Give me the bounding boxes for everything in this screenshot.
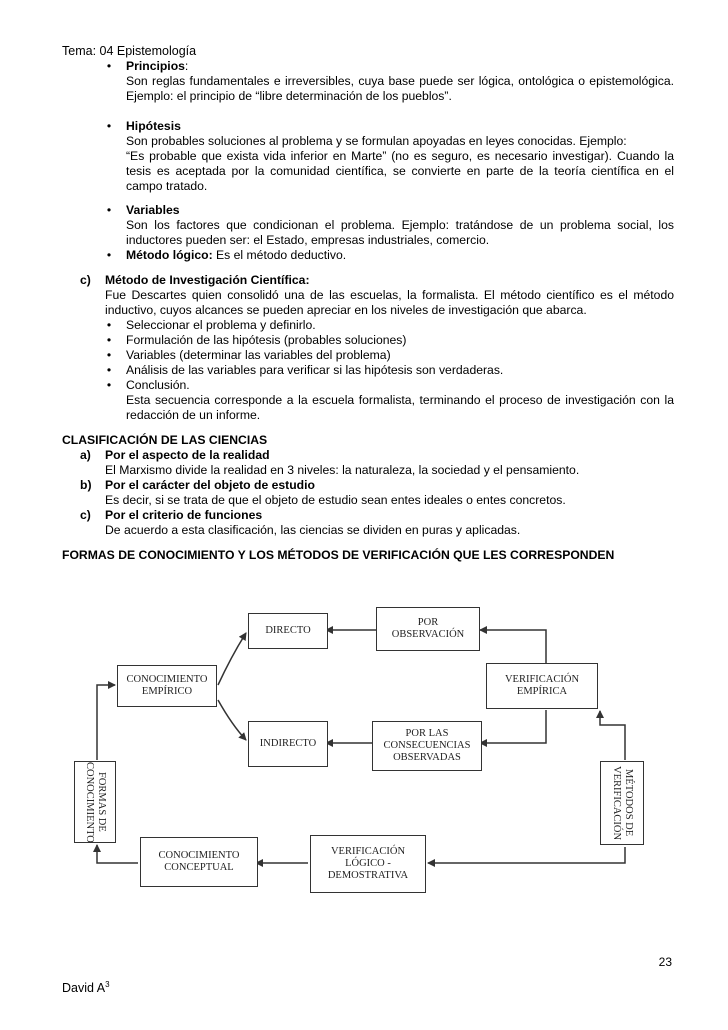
box-metodos-verificacion: MÉTODOS DE VERIFICACIÓN bbox=[600, 761, 644, 845]
variables-line-2: inductores pueden ser: el Estado, empresas industriales, comercio. bbox=[126, 233, 490, 247]
bullet: • bbox=[106, 363, 112, 377]
arrow-metodos-logico bbox=[428, 847, 625, 863]
metodo-inv-line-2: inductivo, cuyos alcances se pueden apreciar en los niveles de investigación que abarca. bbox=[105, 303, 587, 317]
box-por-consecuencias: POR LAS CONSECUENCIAS OBSERVADAS bbox=[372, 721, 482, 771]
hipotesis-line-4: campo tratado. bbox=[126, 179, 208, 193]
principios-heading bbox=[126, 59, 188, 74]
arrow-empirico-directo bbox=[218, 633, 246, 685]
formas-title: FORMAS DE CONOCIMIENTO Y LOS MÉTODOS DE VERIFICACIÓN QUE LES CORRESPONDEN bbox=[62, 548, 615, 562]
box-verificacion-empirica: VERIFICACIÓN EMPÍRICA bbox=[486, 663, 598, 709]
clasificacion-b-title: Por el carácter del objeto de estudio bbox=[105, 478, 315, 492]
author bbox=[62, 980, 110, 995]
author-name: David A bbox=[62, 981, 106, 996]
bullet: • bbox=[106, 348, 112, 362]
clasificacion-c-marker: c) bbox=[80, 508, 91, 522]
bullet: • bbox=[106, 119, 112, 133]
arrow-formas-empirico bbox=[97, 685, 115, 760]
arrow-metodos-verif bbox=[600, 711, 625, 760]
box-indirecto: INDIRECTO bbox=[248, 721, 328, 767]
arrow-conceptual-formas bbox=[97, 845, 138, 863]
metodo-inv-title: Método de Investigación Científica: bbox=[105, 273, 310, 287]
hipotesis-line-1: Son probables soluciones al problema y se formulan apoyadas en leyes conocidas. Ejemplo: bbox=[126, 134, 627, 148]
metodo-inv-item: Seleccionar el problema y definirlo. bbox=[126, 318, 316, 332]
metodo-inv-item: Formulación de las hipótesis (probables soluciones) bbox=[126, 333, 407, 347]
bullet: • bbox=[106, 203, 112, 217]
box-verificacion-logico: VERIFICACIÓN LÓGICO - DEMOSTRATIVA bbox=[310, 835, 426, 893]
variables-line-1: Son los factores que condicionan el problema. Ejemplo: tratándose de un problema social, los bbox=[126, 218, 674, 232]
clasificacion-a-marker: a) bbox=[80, 448, 91, 462]
metodo-inv-conclusion-1: Esta secuencia corresponde a la escuela formalista, terminando el proceso de investigación con la bbox=[126, 393, 674, 407]
clasificacion-title: CLASIFICACIÓN DE LAS CIENCIAS bbox=[62, 433, 268, 447]
box-formas-conocimiento: FORMAS DE CONOCIMIENTO bbox=[74, 761, 116, 843]
bullet: • bbox=[106, 333, 112, 347]
arrow-verif-consecuencias bbox=[480, 710, 546, 743]
bullet: • bbox=[106, 378, 112, 392]
hipotesis-title: Hipótesis bbox=[126, 119, 181, 133]
clasificacion-b-marker: b) bbox=[80, 478, 92, 492]
box-conocimiento-conceptual: CONOCIMIENTO CONCEPTUAL bbox=[140, 837, 258, 887]
principios-line-2: Ejemplo: el principio de “libre determinación de los pueblos”. bbox=[126, 89, 452, 103]
metodo-inv-item: Conclusión. bbox=[126, 378, 190, 392]
metodo-logico-title: Método lógico: bbox=[126, 248, 213, 262]
metodo-logico bbox=[126, 248, 346, 263]
box-por-observacion: POR OBSERVACIÓN bbox=[376, 607, 480, 651]
clasificacion-a-title: Por el aspecto de la realidad bbox=[105, 448, 270, 462]
metodo-inv-conclusion-2: redacción de un informe. bbox=[126, 408, 261, 422]
arrow-verif-observacion bbox=[480, 630, 546, 665]
principios-colon: : bbox=[184, 59, 189, 73]
variables-title: Variables bbox=[126, 203, 180, 217]
metodo-inv-line-1: Fue Descartes quien consolidó una de las escuelas, la formalista. El método científico es el método bbox=[105, 288, 674, 302]
author-superscript: 3 bbox=[105, 980, 110, 989]
clasificacion-b-text: Es decir, si se trata de que el objeto de estudio sean entes ideales o entes concretos. bbox=[105, 493, 566, 507]
metodo-logico-text: Es el método deductivo. bbox=[212, 248, 347, 262]
clasificacion-c-title: Por el criterio de funciones bbox=[105, 508, 263, 522]
arrow-empirico-indirecto bbox=[218, 700, 246, 740]
metodo-inv-marker: c) bbox=[80, 273, 91, 287]
bullet: • bbox=[106, 248, 112, 262]
metodo-inv-item: Análisis de las variables para verificar si las hipótesis son verdaderas. bbox=[126, 363, 504, 377]
hipotesis-line-3: tesis es aceptada por la comunidad científica, se convierte en parte de la teoría científica en el bbox=[126, 164, 674, 178]
principios-line-1: Son reglas fundamentales e irreversibles, cuya base puede ser lógica, ontológica o epistemológica. bbox=[126, 74, 674, 88]
page-number: 23 bbox=[658, 955, 672, 969]
box-conocimiento-empirico: CONOCIMIENTO EMPÍRICO bbox=[117, 665, 217, 707]
metodo-inv-item: Variables (determinar las variables del problema) bbox=[126, 348, 391, 362]
bullet: • bbox=[106, 318, 112, 332]
clasificacion-a-text: El Marxismo divide la realidad en 3 niveles: la naturaleza, la sociedad y el pensamiento. bbox=[105, 463, 580, 477]
knowledge-diagram bbox=[60, 575, 672, 915]
principios-title: Principios bbox=[126, 59, 185, 73]
hipotesis-line-2: “Es probable que exista vida inferior en Marte” (no es seguro, es necesario investigar). Cuando la bbox=[126, 149, 674, 163]
box-directo: DIRECTO bbox=[248, 613, 328, 649]
bullet: • bbox=[106, 59, 112, 73]
clasificacion-c-text: De acuerdo a esta clasificación, las ciencias se dividen en puras y aplicadas. bbox=[105, 523, 521, 537]
page-header: Tema: 04 Epistemología bbox=[62, 44, 197, 58]
